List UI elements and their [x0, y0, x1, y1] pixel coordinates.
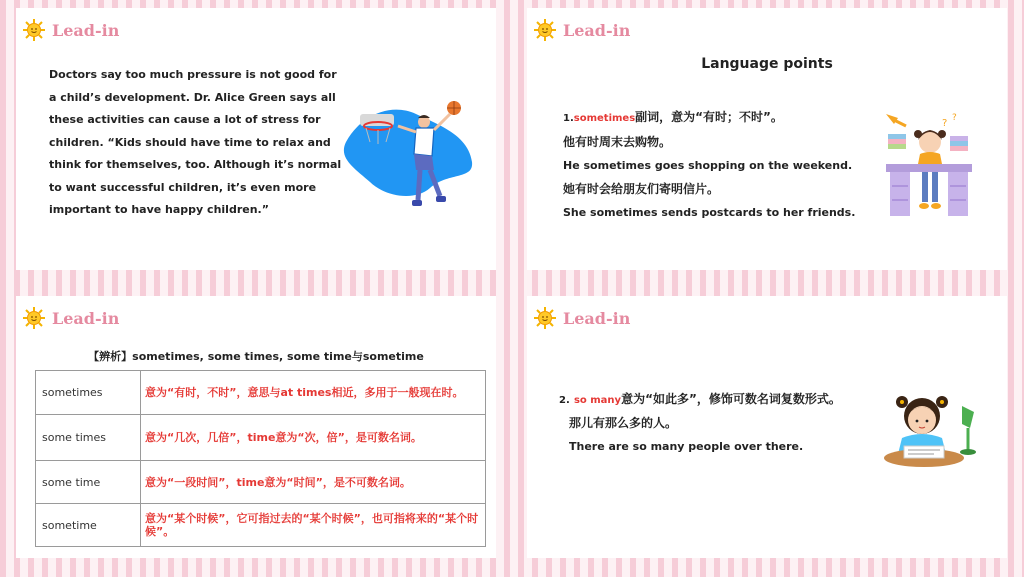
- slide-so-many: [527, 296, 1007, 558]
- point-word: so many: [573, 395, 622, 406]
- table-row: [36, 461, 486, 504]
- example-1-english: He sometimes goes shopping on the weekend.: [563, 159, 853, 172]
- definition-cell: 意为“有时，不时”，意思与at times相近，多用于一般现在时。: [141, 371, 486, 415]
- header-title: Lead-in: [563, 20, 631, 40]
- header-title: Lead-in: [563, 308, 631, 328]
- point-heading: [563, 106, 863, 131]
- definition-cell: 意为“一段时间”，time意为“时间”，是不可数名词。: [141, 461, 486, 504]
- sun-icon: [22, 306, 46, 330]
- basketball-player-illustration: [342, 96, 476, 218]
- point-heading: [559, 388, 869, 412]
- example-2-english: She sometimes sends postcards to her friends.: [563, 206, 856, 219]
- term-cell: some times: [36, 415, 141, 461]
- table-row: [36, 415, 486, 461]
- example-chinese: 那儿有那么多的人。: [569, 416, 678, 430]
- language-point-2: [559, 388, 869, 458]
- point-word: sometimes: [573, 113, 636, 124]
- example-2-chinese: 她有时会给朋友们寄明信片。: [563, 181, 720, 196]
- header-title: Lead-in: [52, 308, 120, 328]
- slide-language-points: [527, 8, 1007, 270]
- slide-header: [22, 16, 119, 44]
- point-explanation: 副词，意为“有时；不时”。: [635, 110, 783, 124]
- slide-header: [22, 304, 119, 332]
- slide-header: [533, 304, 630, 332]
- table-row: [36, 504, 486, 547]
- point-explanation: 意为“如此多”，修饰可数名词复数形式。: [621, 392, 841, 406]
- slide-lead-in-paragraph: [16, 8, 496, 270]
- svg-text:?: ?: [942, 118, 948, 129]
- sun-icon: [533, 306, 557, 330]
- term-cell: sometime: [36, 504, 141, 547]
- comparison-title: 【辨析】sometimes, some times, some time与sometime: [88, 350, 424, 363]
- lead-in-paragraph: Doctors say too much pressure is not good for a child’s development. Dr. Alice Green says all these activities can cause a lot of stress for children. “Kids should have time to relax and think for themselves, too. Although it’s normal to want successful children, it’s even more important to have happy children.”: [49, 68, 342, 216]
- table-row: [36, 371, 486, 415]
- slide-comparison-table: [16, 296, 496, 558]
- sun-icon: [22, 18, 46, 42]
- definition-cell: 意为“几次，几倍”，time意为“次，倍”，是可数名词。: [141, 415, 486, 461]
- point-number: 1.: [563, 113, 574, 124]
- slide-header: [533, 16, 630, 44]
- comparison-table: [35, 370, 486, 547]
- svg-text:?: ?: [952, 113, 957, 123]
- example-1-chinese: 他有时周末去购物。: [563, 134, 672, 149]
- term-cell: some time: [36, 461, 141, 504]
- language-point-1: [563, 106, 863, 225]
- term-cell: sometimes: [36, 371, 141, 415]
- point-number: 2.: [559, 395, 570, 406]
- girl-writing-illustration: [884, 388, 980, 470]
- girl-at-desk-illustration: [884, 112, 974, 220]
- language-points-title: Language points: [701, 56, 833, 72]
- example-english: There are so many people over there.: [569, 440, 804, 453]
- sun-icon: [533, 18, 557, 42]
- definition-cell: 意为“某个时候”，它可指过去的“某个时候”，也可指将来的“某个时候”。: [141, 504, 486, 547]
- header-title: Lead-in: [52, 20, 120, 40]
